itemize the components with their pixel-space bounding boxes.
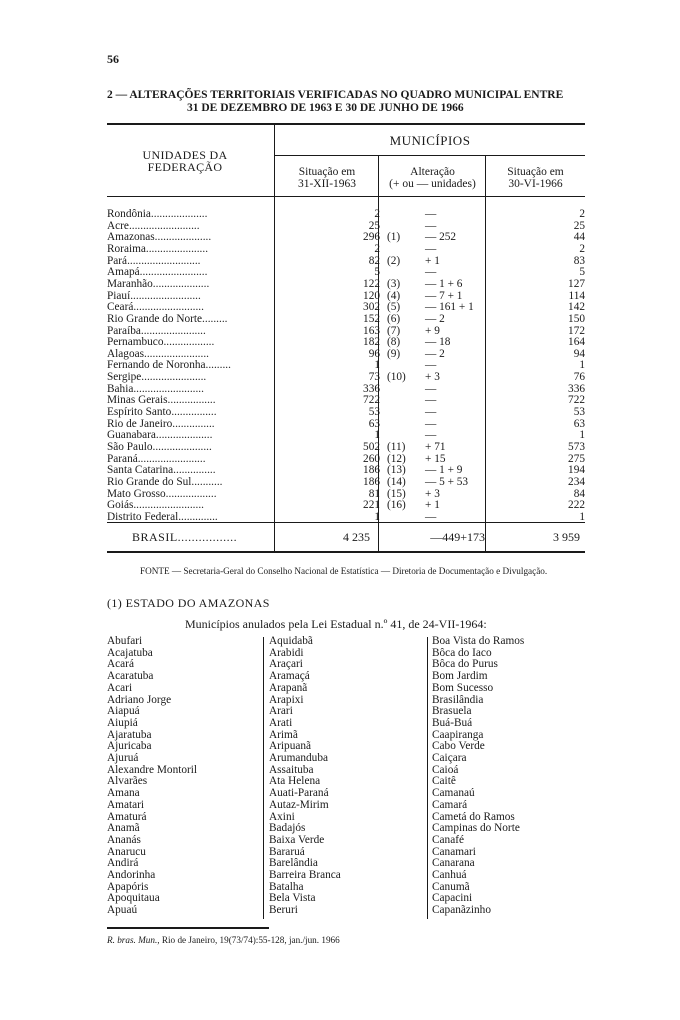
table-top-rule	[107, 123, 585, 125]
alteracao-value: —	[425, 266, 437, 279]
state-name: Guanabara....................	[107, 430, 213, 442]
table-row	[107, 419, 585, 431]
situacao-1966-value: 1	[579, 429, 585, 442]
alteracao-value: + 9	[425, 324, 440, 337]
municipio-name: Caioá	[432, 763, 459, 776]
municipio-name: Ajaratuba	[107, 728, 152, 741]
state-name: Amazonas....................	[107, 232, 212, 244]
note-ref: (4)	[387, 289, 401, 302]
table-row	[107, 442, 585, 454]
state-name: Minas Gerais.................	[107, 395, 216, 407]
state-name: Roraima......................	[107, 243, 209, 255]
municipio-name: Canhuá	[432, 869, 467, 882]
municipio-name: Brasilândia	[432, 693, 484, 706]
situacao-1963-value: 73	[368, 371, 380, 384]
municipio-name: Campinas do Norte	[432, 822, 520, 835]
municipio-name: Ananás	[107, 833, 141, 846]
situacao-1966-value: 76	[573, 371, 585, 384]
situacao-1966-value: 53	[573, 406, 585, 419]
municipio-name: Caapiranga	[432, 728, 484, 741]
note-ref: (15)	[387, 487, 406, 500]
municipio-name: Cametá do Ramos	[432, 810, 515, 823]
municipio-name: Baixa Verde	[269, 833, 325, 846]
municipio-name: Canumã	[432, 880, 470, 893]
header-alteracao-line-1: Alteração	[410, 166, 455, 178]
note-ref: (8)	[387, 336, 401, 349]
municipio-name: Buá-Buá	[432, 716, 473, 729]
note-ref: (14)	[387, 475, 406, 488]
municipio-name: Acará	[107, 658, 134, 671]
footnote-rule	[107, 927, 269, 929]
table-title-line-2: 31 DE DEZEMBRO DE 1963 E 30 DE JUNHO DE 1966	[187, 102, 464, 114]
situacao-1963-value: 81	[368, 487, 380, 500]
municipio-name: Batalha	[269, 880, 304, 893]
situacao-1963-value: 120	[363, 289, 380, 302]
municipios-header-rule	[275, 155, 585, 156]
municipio-name: Bôca do Purus	[432, 658, 498, 671]
situacao-1963-value: 186	[363, 464, 380, 477]
table-row	[107, 279, 585, 291]
table-row	[107, 326, 585, 338]
situacao-1966-value: 44	[573, 231, 585, 244]
municipio-name: Aiapuá	[107, 705, 140, 718]
table-row	[107, 512, 585, 524]
state-name: Pernambuco..................	[107, 337, 215, 349]
note-ref: (9)	[387, 347, 401, 360]
situacao-1966-value: 25	[573, 219, 585, 232]
situacao-1966-value: 142	[568, 301, 585, 314]
table-title-line-1: 2 — ALTERAÇÕES TERRITORIAIS VERIFICADAS NO QUADRO MUNICIPAL ENTRE	[107, 89, 564, 101]
municipio-name: Camanaú	[432, 787, 475, 800]
total-alteracao: —449+173	[430, 530, 485, 544]
table-row	[107, 244, 585, 256]
state-name: Distrito Federal..............	[107, 511, 218, 523]
situacao-1963-value: 5	[374, 266, 380, 279]
municipio-name: Badajós	[269, 822, 306, 835]
situacao-1963-value: 96	[368, 347, 380, 360]
state-name: São Paulo.....................	[107, 442, 212, 453]
state-name: Acre.........................	[107, 220, 200, 232]
municipio-name: Anarucu	[107, 845, 146, 858]
table-row	[107, 454, 585, 466]
situacao-1966-value: 336	[568, 382, 585, 395]
alteracao-value: — 1 + 6	[425, 277, 463, 290]
municipio-name: Alvarães	[107, 775, 148, 788]
state-name: Ceará.........................	[107, 302, 204, 314]
municipio-name: Auati-Paraná	[269, 787, 329, 800]
table-row	[107, 337, 585, 349]
municipio-name: Amatari	[107, 798, 145, 811]
table-row	[107, 314, 585, 326]
alteracao-value: + 3	[425, 487, 440, 500]
municipio-name: Capacini	[432, 892, 473, 905]
municipio-name: Acaratuba	[107, 670, 154, 683]
municipio-name: Cabo Verde	[432, 740, 485, 753]
header-situacao-1966	[488, 166, 583, 190]
header-alteracao-line-2: (+ ou — unidades)	[389, 178, 476, 190]
municipio-name: Anamã	[107, 822, 140, 835]
situacao-1966-value: 63	[573, 417, 585, 430]
note-ref: (10)	[387, 371, 406, 384]
alteracao-value: —	[425, 429, 437, 442]
municipios-column-2	[269, 636, 341, 917]
municipio-name: Bom Jardim	[432, 670, 488, 683]
alteracao-value: —	[425, 406, 437, 419]
municipio-name: Andorinha	[107, 869, 156, 882]
situacao-1966-value: 114	[568, 289, 585, 302]
situacao-1963-value: 260	[363, 452, 380, 465]
municipio-name: Aripuanã	[269, 740, 312, 753]
situacao-1963-value: 25	[368, 219, 380, 232]
municipio-name: Arari	[269, 705, 293, 718]
municipio-name: Bela Vista	[269, 892, 316, 905]
total-situacao-1963: 4 235	[343, 530, 370, 544]
page-number: 56	[107, 52, 119, 66]
situacao-1966-value: 127	[568, 277, 585, 290]
municipio-name: Caiçara	[432, 752, 467, 765]
municipio-name: Axini	[269, 810, 295, 823]
alteracao-value: + 3	[425, 371, 440, 384]
municipio-name: Andirá	[107, 857, 139, 870]
table-row	[107, 500, 585, 512]
municipio-name: Caitê	[432, 775, 456, 788]
state-name: Alagoas.......................	[107, 348, 209, 360]
alteracao-value: —	[425, 394, 437, 407]
situacao-1966-value: 83	[573, 254, 585, 267]
situacao-1966-value: 275	[568, 452, 585, 465]
situacao-1963-value: 53	[368, 406, 380, 419]
municipio-name: Brasuela	[432, 705, 472, 718]
municipio-name: Ata Helena	[269, 775, 321, 788]
alteracao-value: — 2	[425, 312, 445, 325]
table-row	[107, 407, 585, 419]
section-heading: (1) ESTADO DO AMAZONAS	[107, 596, 270, 610]
header-situacao-1963-line-2: 31-XII-1963	[297, 178, 357, 190]
municipio-name: Abufari	[107, 635, 143, 647]
state-name: Sergipe.......................	[107, 372, 207, 384]
alteracao-value: — 7 + 1	[425, 289, 463, 302]
municipio-name: Ajuruá	[107, 752, 139, 765]
situacao-1963-value: 1	[374, 510, 380, 523]
municipio-name: Apoquitaua	[107, 892, 160, 905]
municipio-name: Canafé	[432, 833, 464, 846]
table-row	[107, 384, 585, 396]
municipio-name: Aquidabã	[269, 635, 313, 647]
state-name: Bahia.........................	[107, 383, 204, 395]
header-bottom-rule	[107, 196, 585, 197]
note-ref: (2)	[387, 254, 401, 267]
table-row	[107, 395, 585, 407]
table-row	[107, 489, 585, 501]
municipio-name: Amana	[107, 787, 140, 800]
municipios-column-3	[432, 636, 524, 917]
municipio-name: Barelândia	[269, 857, 318, 870]
header-municipios: MUNICÍPIOS	[389, 133, 471, 148]
source-note: FONTE — Secretaria-Geral do Conselho Nacional de Estatística — Diretoria de Documentação e Divulgação.	[140, 566, 548, 576]
table-row	[107, 291, 585, 303]
note-ref: (12)	[387, 452, 406, 465]
note-ref: (3)	[387, 277, 401, 290]
situacao-1963-value: 302	[363, 301, 380, 314]
state-name: Amapá........................	[107, 267, 208, 279]
municipios-column-1	[107, 636, 197, 917]
alteracao-value: + 1	[425, 499, 440, 512]
situacao-1963-value: 1	[374, 429, 380, 442]
situacao-1963-value: 152	[363, 312, 380, 325]
municipio-name: Aramaçá	[269, 670, 310, 683]
table-row	[107, 302, 585, 314]
state-name: Rio Grande do Norte.........	[107, 313, 228, 325]
municipio-name: Amaturá	[107, 810, 147, 823]
alteracao-value: — 1 + 9	[425, 464, 463, 477]
state-name: Rio Grande do Sul...........	[107, 476, 223, 488]
table-row	[107, 360, 585, 372]
situacao-1966-value: 222	[568, 499, 585, 512]
situacao-1966-value: 172	[568, 324, 585, 337]
alteracao-value: — 252	[425, 231, 457, 244]
state-name: Pará..........................	[107, 255, 201, 267]
state-name: Fernando de Noronha.........	[107, 360, 231, 372]
situacao-1966-value: 164	[568, 336, 585, 349]
municipio-name: Bom Sucesso	[432, 681, 494, 694]
municipio-name: Apapóris	[107, 880, 149, 893]
alteracao-value: — 5 + 53	[425, 475, 469, 488]
situacao-1966-value: 150	[568, 312, 585, 325]
table-row	[107, 477, 585, 489]
situacao-1966-value: 94	[573, 347, 585, 360]
municipio-name: Acari	[107, 681, 133, 694]
header-situacao-1963	[277, 166, 377, 190]
situacao-1966-value: 1	[579, 510, 585, 523]
note-ref: (6)	[387, 312, 401, 325]
municipio-name: Alexandre Montoril	[107, 763, 198, 776]
municipio-name: Aiupiá	[107, 716, 138, 729]
municipio-name: Canamari	[432, 845, 476, 858]
municipio-name: Adriano Jorge	[107, 693, 172, 706]
municipio-name: Canarana	[432, 857, 475, 870]
situacao-1963-value: 63	[368, 417, 380, 430]
table-row	[107, 221, 585, 233]
note-ref: (16)	[387, 499, 406, 512]
state-name: Piauí.........................	[107, 290, 201, 302]
table-bottom-rule	[107, 551, 585, 553]
table-row	[107, 256, 585, 268]
alteracao-value: —	[425, 510, 437, 523]
municipio-name: Arabidi	[269, 646, 304, 659]
situacao-1966-value: 84	[573, 487, 585, 500]
situacao-1966-value: 5	[579, 266, 585, 279]
situacao-1963-value: 336	[363, 382, 380, 395]
situacao-1966-value: 234	[568, 475, 585, 488]
footnote	[107, 935, 340, 945]
alteracao-value: — 2	[425, 347, 445, 360]
state-name: Paraná........................	[107, 453, 206, 465]
state-name: Espírito Santo................	[107, 407, 217, 419]
municipio-name: Beruri	[269, 904, 298, 917]
state-name: Mato Grosso..................	[107, 488, 217, 500]
note-ref: (1)	[387, 231, 401, 244]
alteracao-value: —	[425, 219, 437, 232]
situacao-1963-value: 221	[363, 499, 380, 512]
header-alteracao	[380, 166, 485, 190]
alteracao-value: —	[425, 242, 437, 255]
municipio-name: Acajatuba	[107, 646, 153, 659]
note-ref: (7)	[387, 324, 401, 337]
header-situacao-1966-line-1: Situação em	[507, 166, 564, 178]
situacao-1966-value: 1	[579, 359, 585, 372]
situacao-1963-value: 163	[363, 324, 380, 337]
alteracao-value: —	[425, 359, 437, 372]
situacao-1963-value: 296	[363, 231, 380, 244]
table-row	[107, 209, 585, 221]
municipio-name: Boa Vista do Ramos	[432, 635, 525, 647]
municipio-name: Barreira Branca	[269, 869, 341, 882]
municipio-name: Arimã	[269, 728, 298, 741]
situacao-1963-value: 122	[363, 277, 380, 290]
situacao-1966-value: 194	[568, 464, 585, 477]
municipios-divider-1	[263, 637, 264, 919]
municipio-name: Autaz-Mirim	[269, 798, 329, 811]
alteracao-value: + 15	[425, 452, 446, 465]
table-row	[107, 267, 585, 279]
table-row	[107, 465, 585, 477]
municipio-name: Arapanã	[269, 681, 308, 694]
situacao-1966-value: 722	[568, 394, 585, 407]
note-ref: (5)	[387, 301, 401, 314]
header-situacao-1963-line-1: Situação em	[298, 166, 356, 178]
situacao-1966-value: 2	[579, 242, 585, 255]
municipio-name: Apuaú	[107, 904, 138, 917]
state-name: Paraíba.......................	[107, 325, 206, 337]
municipios-divider-2	[427, 637, 428, 919]
note-ref: (11)	[387, 441, 406, 453]
note-ref: (13)	[387, 464, 406, 477]
alteracao-value: —	[425, 382, 437, 395]
footnote-citation: Rio de Janeiro, 19(73/74):55-128, jan./jun. 1966	[159, 935, 340, 945]
situacao-1963-value: 2	[374, 242, 380, 255]
situacao-1963-value: 502	[363, 441, 380, 453]
situacao-1963-value: 2	[374, 208, 380, 220]
municipio-name: Bararuá	[269, 845, 305, 858]
state-name: Santa Catarina...............	[107, 465, 216, 477]
situacao-1966-value: 573	[568, 441, 585, 453]
municipio-name: Capanãzinho	[432, 904, 491, 917]
municipio-name: Ajuricaba	[107, 740, 152, 753]
municipio-name: Arumanduba	[269, 752, 328, 765]
alteracao-value: —	[425, 417, 437, 430]
table-row	[107, 232, 585, 244]
table-row	[107, 372, 585, 384]
situacao-1963-value: 186	[363, 475, 380, 488]
alteracao-value: + 1	[425, 254, 440, 267]
alteracao-value: —	[425, 208, 437, 220]
state-name: Rondônia....................	[107, 209, 208, 220]
municipio-name: Araçari	[269, 658, 303, 671]
table-row	[107, 349, 585, 361]
total-situacao-1966: 3 959	[553, 530, 580, 544]
situacao-1963-value: 182	[363, 336, 380, 349]
alteracao-value: — 161 + 1	[425, 301, 474, 314]
situacao-1963-value: 1	[374, 359, 380, 372]
alteracao-value: + 71	[425, 441, 446, 453]
footnote-journal: R. bras. Mun.,	[107, 935, 160, 945]
section-subheading: Municípios anulados pela Lei Estadual n.º 41, de 24-VII-1964:	[185, 617, 487, 631]
state-name: Goiás.........................	[107, 500, 204, 512]
municipio-name: Arapixi	[269, 693, 304, 706]
total-label: BRASIL.................	[132, 530, 238, 544]
header-unidades-federacao: UNIDADES DA FEDERAÇÃO	[142, 148, 228, 174]
alteracao-value: — 18	[425, 336, 451, 349]
situacao-1963-value: 722	[363, 394, 380, 407]
municipio-name: Assaituba	[269, 763, 314, 776]
municipio-name: Arati	[269, 716, 293, 729]
situacao-1963-value: 82	[368, 254, 380, 267]
state-name: Rio de Janeiro...............	[107, 418, 215, 430]
municipio-name: Bôca do Iaco	[432, 646, 492, 659]
state-name: Maranhão....................	[107, 278, 210, 290]
municipio-name: Camará	[432, 798, 468, 811]
situacao-1966-value: 2	[579, 208, 585, 220]
header-situacao-1966-line-2: 30-VI-1966	[508, 178, 563, 190]
table-row	[107, 430, 585, 442]
